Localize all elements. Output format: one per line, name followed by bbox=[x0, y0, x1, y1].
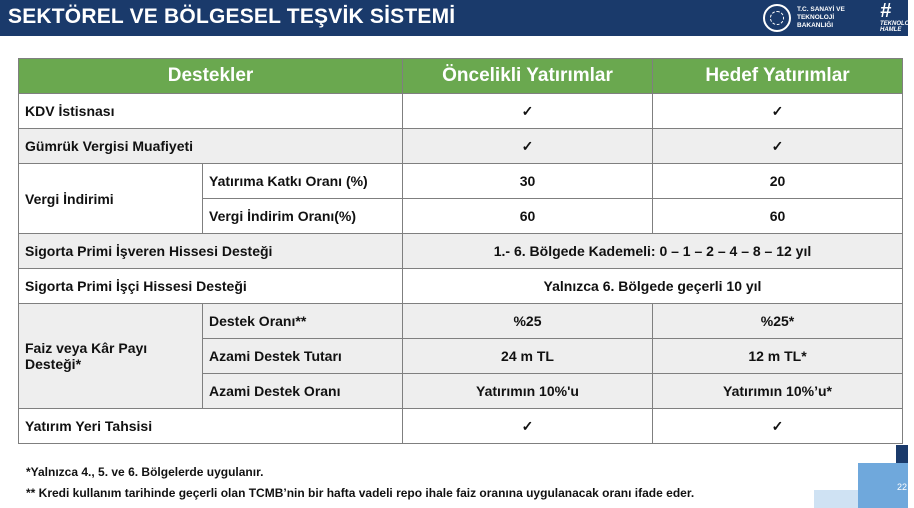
table-row bbox=[19, 409, 903, 444]
vergi-sub2-oncelikli: 60 bbox=[403, 199, 653, 234]
faiz-sub2-label: Azami Destek Tutarı bbox=[203, 339, 403, 374]
faiz-sub2-oncelikli: 24 m TL bbox=[403, 339, 653, 374]
table-row bbox=[19, 129, 903, 164]
kdv-label: KDV İstisnası bbox=[19, 94, 403, 129]
check-icon: ✓ bbox=[403, 94, 653, 129]
table-row bbox=[19, 304, 903, 339]
header-hedef: Hedef Yatırımlar bbox=[653, 59, 903, 94]
faiz-sub3-oncelikli: Yatırımın 10%'u bbox=[403, 374, 653, 409]
footnote-1: *Yalnızca 4., 5. ve 6. Bölgelerde uygulanır. bbox=[26, 465, 264, 479]
faiz-sub1-oncelikli: %25 bbox=[403, 304, 653, 339]
ministry-name-line1: T.C. SANAYİ VE bbox=[797, 6, 845, 13]
yer-label: Yatırım Yeri Tahsisi bbox=[19, 409, 403, 444]
faiz-sub3-hedef: Yatırımın 10%’u* bbox=[653, 374, 903, 409]
page-number: 22 bbox=[897, 482, 908, 492]
vergi-sub1-label: Yatırıma Katkı Oranı (%) bbox=[203, 164, 403, 199]
vergi-sub1-hedef: 20 bbox=[653, 164, 903, 199]
check-icon: ✓ bbox=[653, 129, 903, 164]
header-destekler: Destekler bbox=[19, 59, 403, 94]
table-row bbox=[19, 269, 903, 304]
table-row bbox=[19, 94, 903, 129]
gumruk-label: Gümrük Vergisi Muafiyeti bbox=[19, 129, 403, 164]
ministry-name bbox=[797, 6, 869, 30]
decorative-block bbox=[896, 445, 908, 465]
sigorta-isci-value: Yalnızca 6. Bölgede geçerli 10 yıl bbox=[403, 269, 903, 304]
check-icon: ✓ bbox=[653, 409, 903, 444]
ministry-name-line2: TEKNOLOJİ BAKANLIĞI bbox=[797, 14, 835, 29]
faiz-sub1-label: Destek Oranı** bbox=[203, 304, 403, 339]
vergi-sub2-hedef: 60 bbox=[653, 199, 903, 234]
title-bar bbox=[0, 0, 914, 36]
sigorta-isveren-value: 1.- 6. Bölgede Kademeli: 0 – 1 – 2 – 4 – 8 – 12 yıl bbox=[403, 234, 903, 269]
faiz-label: Faiz veya Kâr Payı Desteği* bbox=[19, 304, 203, 409]
hash-logo-line2: HAMLE bbox=[880, 27, 902, 33]
check-icon: ✓ bbox=[403, 409, 653, 444]
table-row bbox=[19, 164, 903, 199]
header-oncelikli: Öncelikli Yatırımlar bbox=[403, 59, 653, 94]
sigorta-isveren-label: Sigorta Primi İşveren Hissesi Desteği bbox=[19, 234, 403, 269]
vergi-sub2-label: Vergi İndirim Oranı(%) bbox=[203, 199, 403, 234]
vergi-sub1-oncelikli: 30 bbox=[403, 164, 653, 199]
incentive-table bbox=[18, 58, 903, 444]
ministry-seal-icon bbox=[763, 4, 791, 32]
teknoloji-hamle-logo bbox=[880, 0, 914, 35]
table-row bbox=[19, 234, 903, 269]
page-title: SEKTÖREL VE BÖLGESEL TEŞVİK SİSTEMİ bbox=[8, 5, 456, 28]
check-icon: ✓ bbox=[653, 94, 903, 129]
footnote-2: ** Kredi kullanım tarihinde geçerli olan TCMB’nin bir hafta vadeli repo ihale faiz oranına uygulanacak oranı ifade eder. bbox=[26, 486, 695, 500]
ministry-logo bbox=[763, 3, 873, 33]
sigorta-isci-label: Sigorta Primi İşçi Hissesi Desteği bbox=[19, 269, 403, 304]
hash-icon: # bbox=[880, 0, 892, 22]
decorative-block bbox=[814, 490, 860, 508]
faiz-sub2-hedef: 12 m TL* bbox=[653, 339, 903, 374]
hash-logo-line1: TEKNOLOJİ bbox=[880, 21, 914, 27]
faiz-sub3-label: Azami Destek Oranı bbox=[203, 374, 403, 409]
vergi-label: Vergi İndirimi bbox=[19, 164, 203, 234]
footnotes bbox=[26, 462, 694, 504]
table-header-row bbox=[19, 59, 903, 94]
check-icon: ✓ bbox=[403, 129, 653, 164]
faiz-sub1-hedef: %25* bbox=[653, 304, 903, 339]
